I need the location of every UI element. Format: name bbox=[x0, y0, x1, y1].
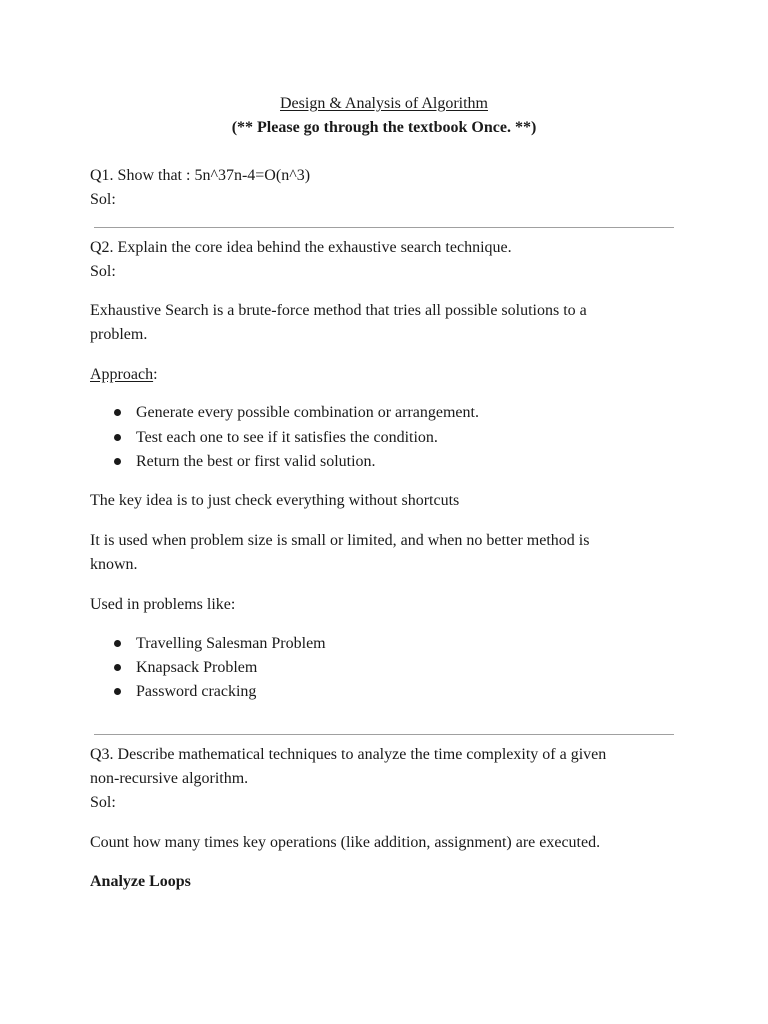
example-item: Knapsack Problem bbox=[136, 659, 258, 676]
approach-heading-line bbox=[90, 365, 158, 385]
q3-sol-label: Sol: bbox=[90, 794, 116, 811]
q2-question: Q2. Explain the core idea behind the exhaustive search technique. bbox=[90, 239, 512, 256]
document-title: Design & Analysis of Algorithm bbox=[280, 95, 488, 112]
approach-colon: : bbox=[153, 366, 158, 383]
example-item: Travelling Salesman Problem bbox=[136, 635, 326, 652]
q2-intro-line-1: Exhaustive Search is a brute-force method that tries all possible solutions to a bbox=[90, 302, 587, 319]
bullet-icon bbox=[114, 434, 121, 441]
q1-question: Q1. Show that : 5n^37n-4=O(n^3) bbox=[90, 167, 311, 184]
bullet-icon bbox=[114, 640, 121, 647]
usage-line-2: known. bbox=[90, 556, 138, 573]
bullet-icon bbox=[114, 458, 121, 465]
q1-sol-label: Sol: bbox=[90, 191, 116, 208]
count-operations: Count how many times key operations (like addition, assignment) are executed. bbox=[90, 834, 601, 851]
section-divider bbox=[94, 734, 674, 735]
bullet-icon bbox=[114, 664, 121, 671]
key-idea: The key idea is to just check everything without shortcuts bbox=[90, 492, 460, 509]
section-divider bbox=[94, 227, 674, 228]
q2-intro-line-2: problem. bbox=[90, 326, 148, 343]
bullet-icon bbox=[114, 688, 121, 695]
approach-item: Return the best or first valid solution. bbox=[136, 453, 376, 470]
usage-line-1: It is used when problem size is small or limited, and when no better method is bbox=[90, 532, 590, 549]
q2-sol-label: Sol: bbox=[90, 263, 116, 280]
q3-question-line-1: Q3. Describe mathematical techniques to analyze the time complexity of a given bbox=[90, 746, 607, 763]
textbook-note: (** Please go through the textbook Once. **) bbox=[231, 119, 537, 136]
analyze-loops-heading: Analyze Loops bbox=[90, 873, 191, 890]
approach-heading: Approach bbox=[90, 366, 154, 383]
approach-item: Generate every possible combination or arrangement. bbox=[136, 404, 479, 421]
bullet-icon bbox=[114, 409, 121, 416]
q3-question-line-2: non-recursive algorithm. bbox=[90, 770, 249, 787]
approach-item: Test each one to see if it satisfies the condition. bbox=[136, 429, 438, 446]
example-item: Password cracking bbox=[136, 683, 257, 700]
examples-heading: Used in problems like: bbox=[90, 596, 236, 613]
